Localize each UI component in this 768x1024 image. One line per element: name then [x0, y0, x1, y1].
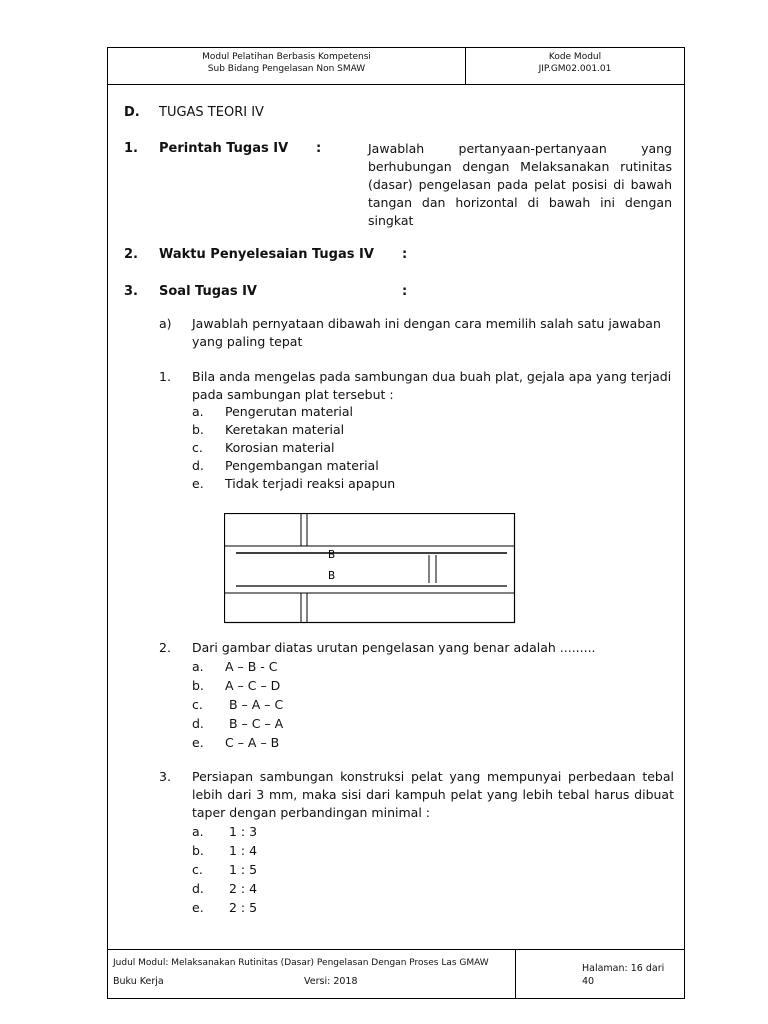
q2-option-b-text: A – C – D	[225, 678, 281, 693]
item-1-label: Perintah Tugas IV	[159, 141, 289, 156]
module-subtitle: Sub Bidang Pengelasan Non SMAW	[207, 64, 366, 74]
q2-option-e-text: C – A – B	[225, 735, 280, 750]
figure-label-top: B	[328, 549, 336, 561]
footer-version: Versi: 2018	[304, 976, 358, 987]
item-3-colon: :	[402, 284, 408, 299]
q2-option-c-text: B – A – C	[225, 697, 284, 712]
q3-option-a-key: a.	[192, 824, 204, 839]
q2-option-e-key: e.	[192, 735, 204, 750]
item-1-number: 1.	[124, 141, 138, 156]
footer-page-number: Halaman: 16 dari 40	[582, 963, 665, 987]
q1-option-e-key: e.	[192, 476, 204, 491]
footer-module-title: Judul Modul: Melaksanakan Rutinitas (Dasar) Pengelasan Dengan Proses Las GMAW	[113, 958, 489, 968]
instruction-marker: a)	[159, 316, 172, 331]
question-3-number: 3.	[159, 769, 171, 784]
item-2-colon: :	[402, 247, 408, 262]
item-3-label: Soal Tugas IV	[159, 284, 257, 299]
document-footer	[107, 949, 685, 999]
q1-option-d-key: d.	[192, 458, 204, 473]
q3-option-d-key: d.	[192, 881, 204, 896]
module-code-cell	[466, 48, 684, 84]
figure-label-bottom: B	[328, 570, 336, 582]
document-header	[107, 47, 685, 85]
question-2-text: Dari gambar diatas urutan pengelasan yang benar adalah .........	[192, 640, 596, 655]
q1-option-a-text: Pengerutan material	[225, 404, 354, 419]
figure-border	[225, 514, 515, 623]
question-1-text: Bila anda mengelas pada sambungan dua buah plat, gejala apa yang terjadi pada sambungan plat tersebut :	[192, 369, 672, 402]
question-2-number: 2.	[159, 640, 171, 655]
q3-option-b-key: b.	[192, 843, 204, 858]
item-2-number: 2.	[124, 247, 138, 262]
q3-option-c-text: 1 : 5	[229, 862, 258, 877]
q1-option-e-text: Tidak terjadi reaksi apapun	[225, 476, 396, 491]
q2-option-a-text: A – B - C	[225, 659, 278, 674]
q3-option-b-text: 1 : 4	[229, 843, 258, 858]
item-1-text: Jawablah pertanyaan-pertanyaan yang berhubungan dengan Melaksanakan rutinitas (dasar) pengelasan pada pelat posisi di bawah tangan dan horizontal di bawah ini dengan singkat	[368, 141, 672, 228]
q2-option-b-key: b.	[192, 678, 204, 693]
q3-option-a-text: 1 : 3	[229, 824, 258, 839]
q3-option-e-text: 2 : 5	[229, 900, 258, 915]
q1-option-c-text: Korosian material	[225, 440, 335, 455]
q3-option-d-text: 2 : 4	[229, 881, 258, 896]
q2-option-c-key: c.	[192, 697, 203, 712]
footer-book: Buku Kerja	[113, 976, 164, 987]
module-title: Modul Pelatihan Berbasis Kompetensi	[202, 52, 371, 62]
question-3-text: Persiapan sambungan konstruksi pelat yang mempunyai perbedaan tebal lebih dari 3 mm, maka sisi dari kampuh pelat yang lebih tebal harus dibuat taper dengan perbandingan minimal :	[192, 769, 674, 820]
section-letter: D.	[124, 105, 140, 120]
item-2-label: Waktu Penyelesaian Tugas IV	[159, 247, 374, 262]
module-code-label: Kode Modul	[548, 52, 602, 62]
item-1-colon: :	[316, 141, 322, 156]
instruction-text: Jawablah pernyataan dibawah ini dengan cara memilih salah satu jawaban yang paling tepat	[192, 316, 661, 349]
weld-joint-figure	[224, 513, 517, 625]
item-3-number: 3.	[124, 284, 138, 299]
section-title: TUGAS TEORI IV	[159, 105, 264, 120]
q3-option-e-key: e.	[192, 900, 204, 915]
q1-option-b-text: Keretakan material	[225, 422, 345, 437]
footer-divider	[515, 950, 516, 999]
q2-option-d-key: d.	[192, 716, 204, 731]
module-code: JIP.GM02.001.01	[538, 64, 612, 74]
q2-option-d-text: B – C – A	[225, 716, 284, 731]
q1-option-c-key: c.	[192, 440, 203, 455]
q1-option-d-text: Pengembangan material	[225, 458, 379, 473]
question-1-number: 1.	[159, 369, 171, 384]
q1-option-b-key: b.	[192, 422, 204, 437]
q3-option-c-key: c.	[192, 862, 203, 877]
q2-option-a-key: a.	[192, 659, 204, 674]
q1-option-a-key: a.	[192, 404, 204, 419]
module-info	[108, 48, 466, 84]
